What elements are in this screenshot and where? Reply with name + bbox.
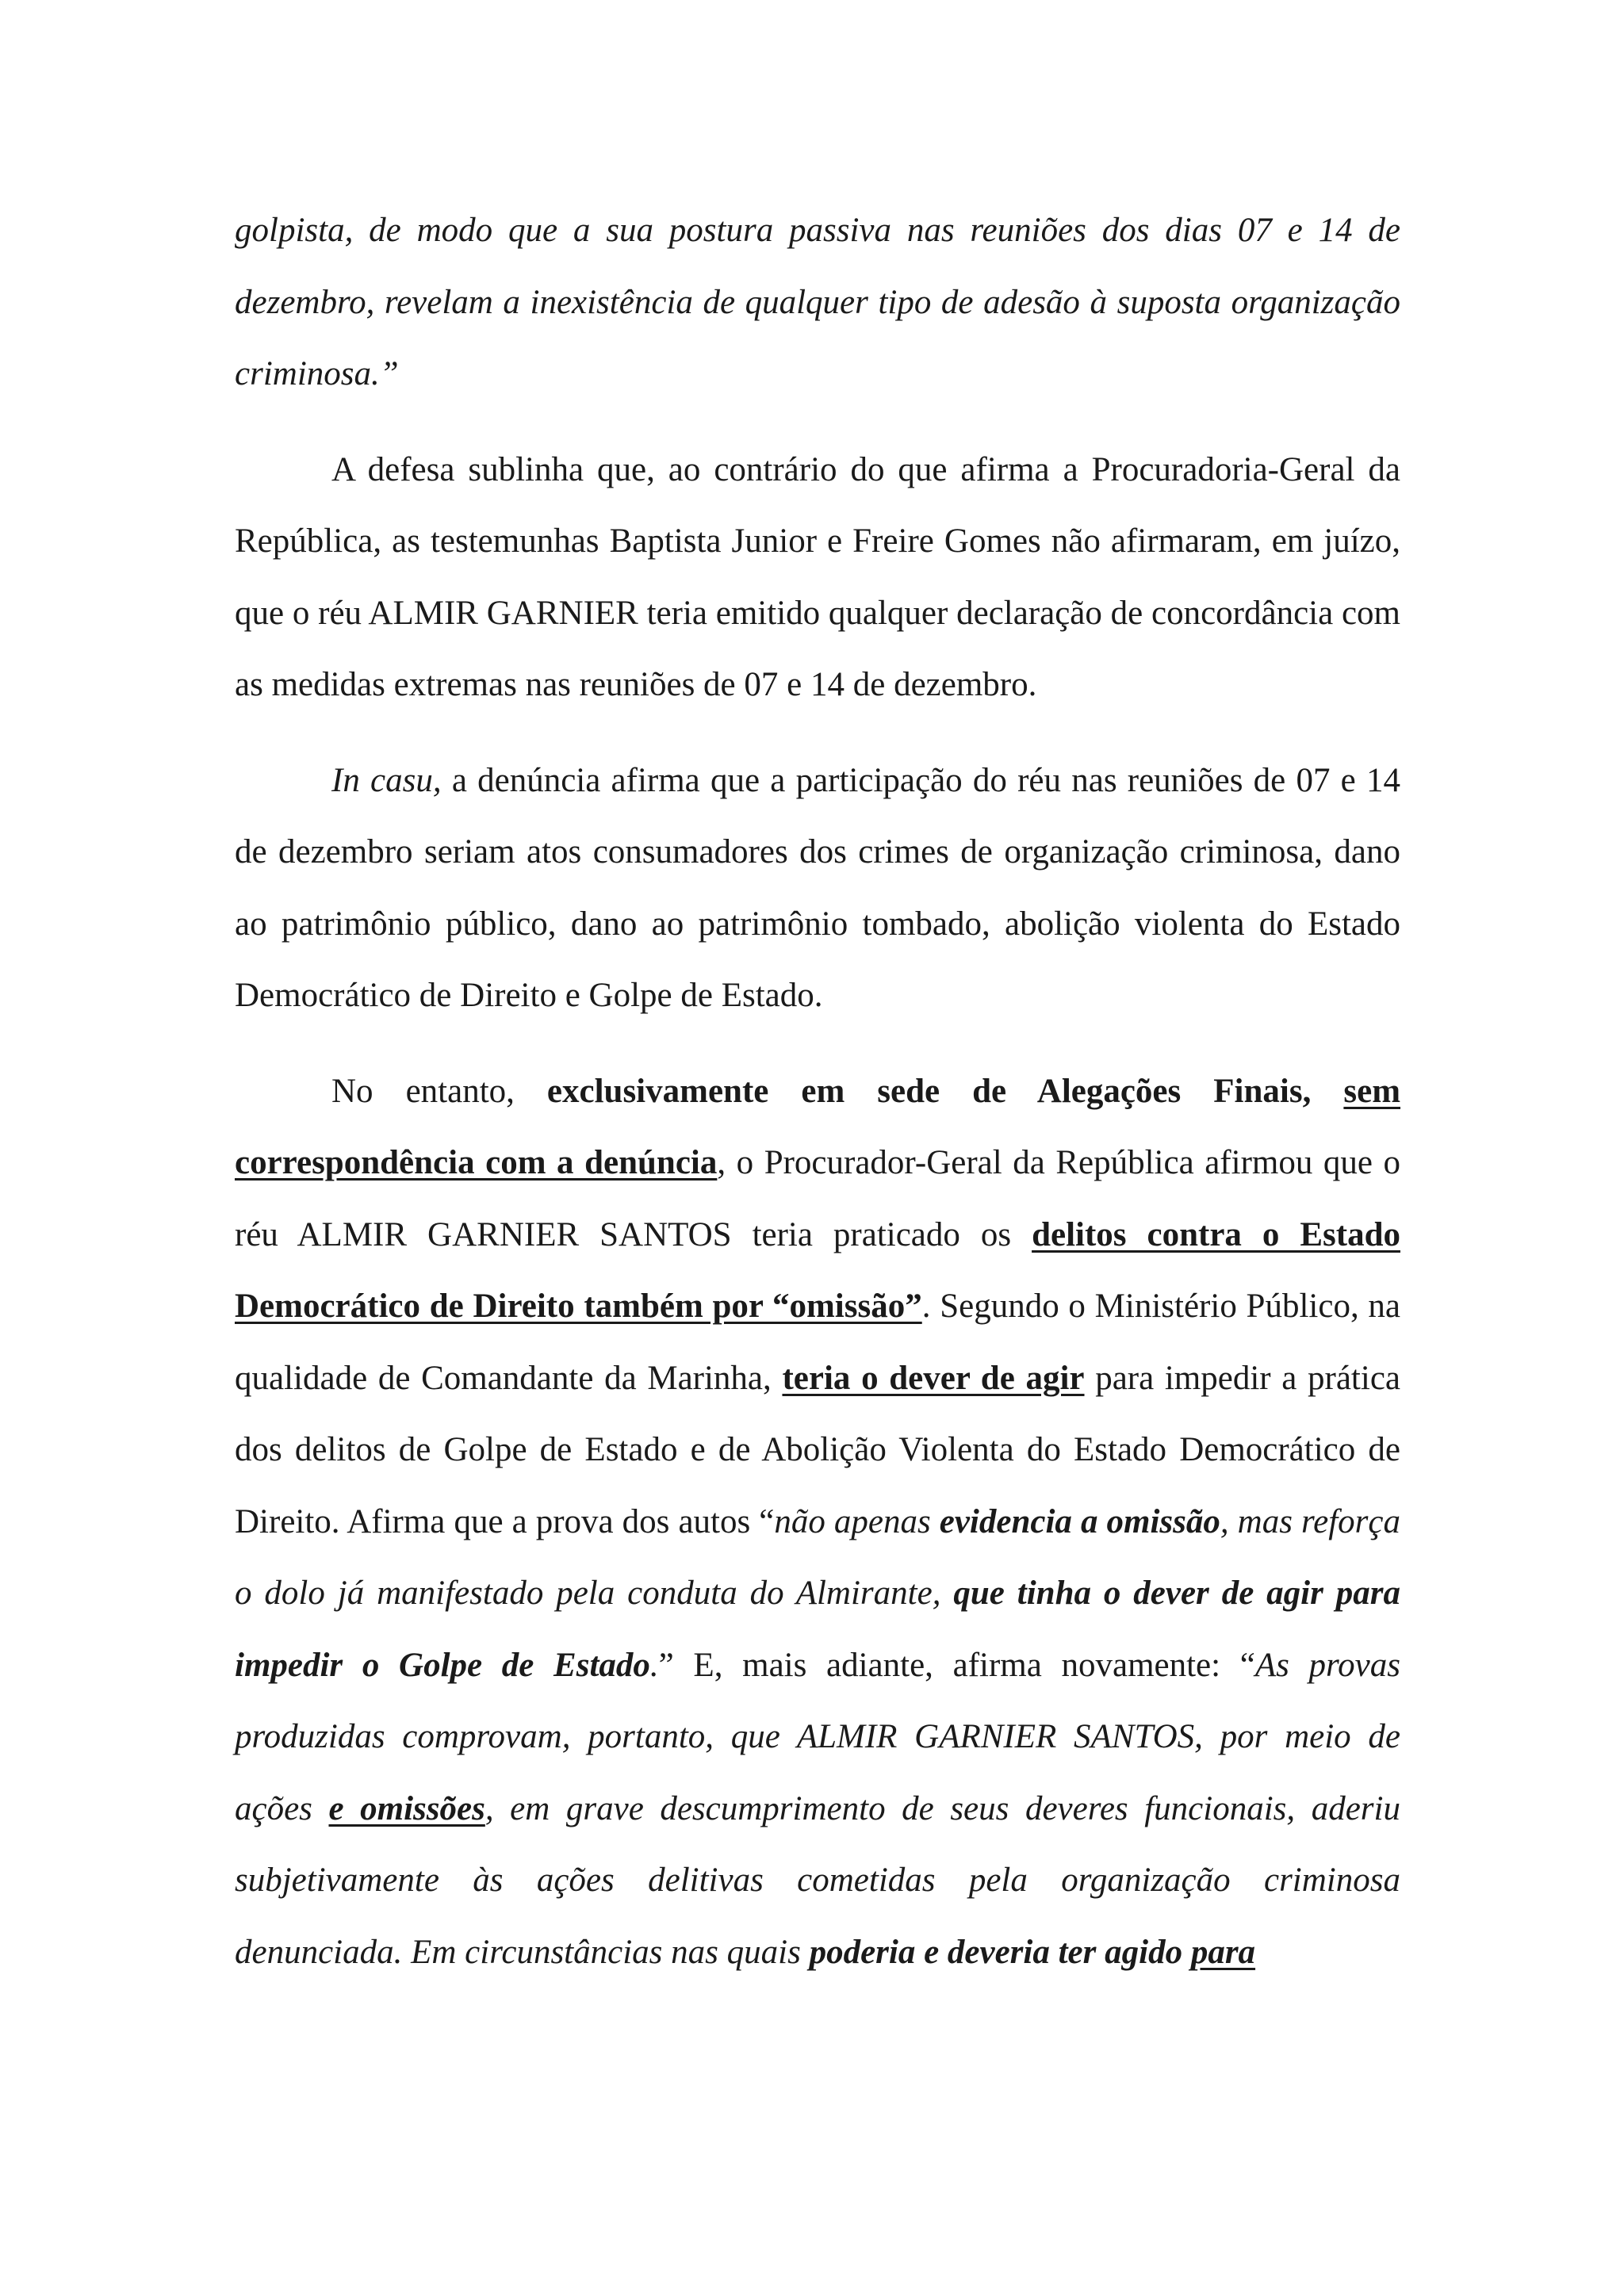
paragraph-quote-continuation — [235, 195, 1400, 411]
bold-italic-span: poderia e deveria ter agido — [809, 1933, 1183, 1971]
document-page — [235, 195, 1400, 2012]
bold-underlined-span: teria o dever de agir — [782, 1359, 1085, 1397]
text-span: , o Procurador-Geral da República afirmou que o réu ALMIR GARNIER SANTOS teria praticado os — [235, 1144, 1400, 1253]
text-span: . Segundo o Ministério Público, na qualidade de Comandante da Marinha, — [235, 1288, 1401, 1397]
bold-italic-underlined-span: para — [1190, 1933, 1256, 1971]
italic-span: , mas reforça o dolo já manifestado pela conduta do Almirante, — [235, 1502, 1400, 1612]
bold-underlined-span: delitos contra o Estado Democrático de Direito também por “omissão” — [235, 1215, 1400, 1325]
bold-italic-span: que tinha o dever de agir para impedir o Golpe de Estado — [235, 1575, 1400, 1684]
latin-term: In casu, — [331, 761, 442, 799]
italic-span: As provas produzidas comprovam, portanto, que ALMIR GARNIER SANTOS, por meio de ações — [235, 1646, 1400, 1827]
bold-underlined-span: sem correspondência com a denúncia — [235, 1072, 1401, 1181]
text-span — [1311, 1073, 1343, 1110]
italic-span: , em grave descumprimento de seus deveres funcionais, aderiu subjetivamente às ações delitivas cometidas pela organização criminosa denunciada. Em circunstâncias nas quais — [235, 1789, 1400, 1971]
italic-span — [1182, 1934, 1191, 1971]
italic-span: . — [649, 1646, 659, 1684]
bold-italic-span: evidencia a omissão — [939, 1502, 1220, 1540]
paragraph-in-casu — [235, 745, 1400, 1032]
text-span: ” E, mais adiante, afirma novamente: “ — [658, 1646, 1255, 1684]
quote-text: golpista, de modo que a sua postura passiva nas reuniões dos dias 07 e 14 de dezembro, revelam a inexistência de qualquer tipo de adesão à suposta organização criminosa.” — [235, 212, 1400, 392]
text-span: para impedir a prática dos delitos de Golpe de Estado e de Abolição Violenta do Estado Democrático de Direito. Afirma que a prova dos autos “ — [235, 1359, 1400, 1540]
paragraph-text: A defesa sublinha que, ao contrário do que afirma a Procuradoria-Geral da República, as testemunhas Baptista Junior e Freire Gomes não afirmaram, em juízo, que o réu ALMIR GARNIER teria emitido qualquer declaração de concordância com as medidas extremas nas reuniões de 07 e 14 de dezembro. — [235, 450, 1400, 703]
bold-italic-underlined-span: e omissões — [328, 1789, 485, 1827]
italic-span: não apenas — [774, 1502, 940, 1540]
paragraph-final-allegations — [235, 1056, 1400, 1989]
paragraph-defense-argument — [235, 434, 1400, 721]
text-span: No entanto, — [331, 1072, 547, 1110]
bold-span: exclusivamente em sede de Alegações Finais, — [546, 1072, 1312, 1110]
paragraph-text: a denúncia afirma que a participação do réu nas reuniões de 07 e 14 de dezembro seriam atos consumadores dos crimes de organização criminosa, dano ao patrimônio público, dano ao patrimônio tombado, abolição violenta do Estado Democrático de Direito e Golpe de Estado. — [235, 761, 1400, 1014]
